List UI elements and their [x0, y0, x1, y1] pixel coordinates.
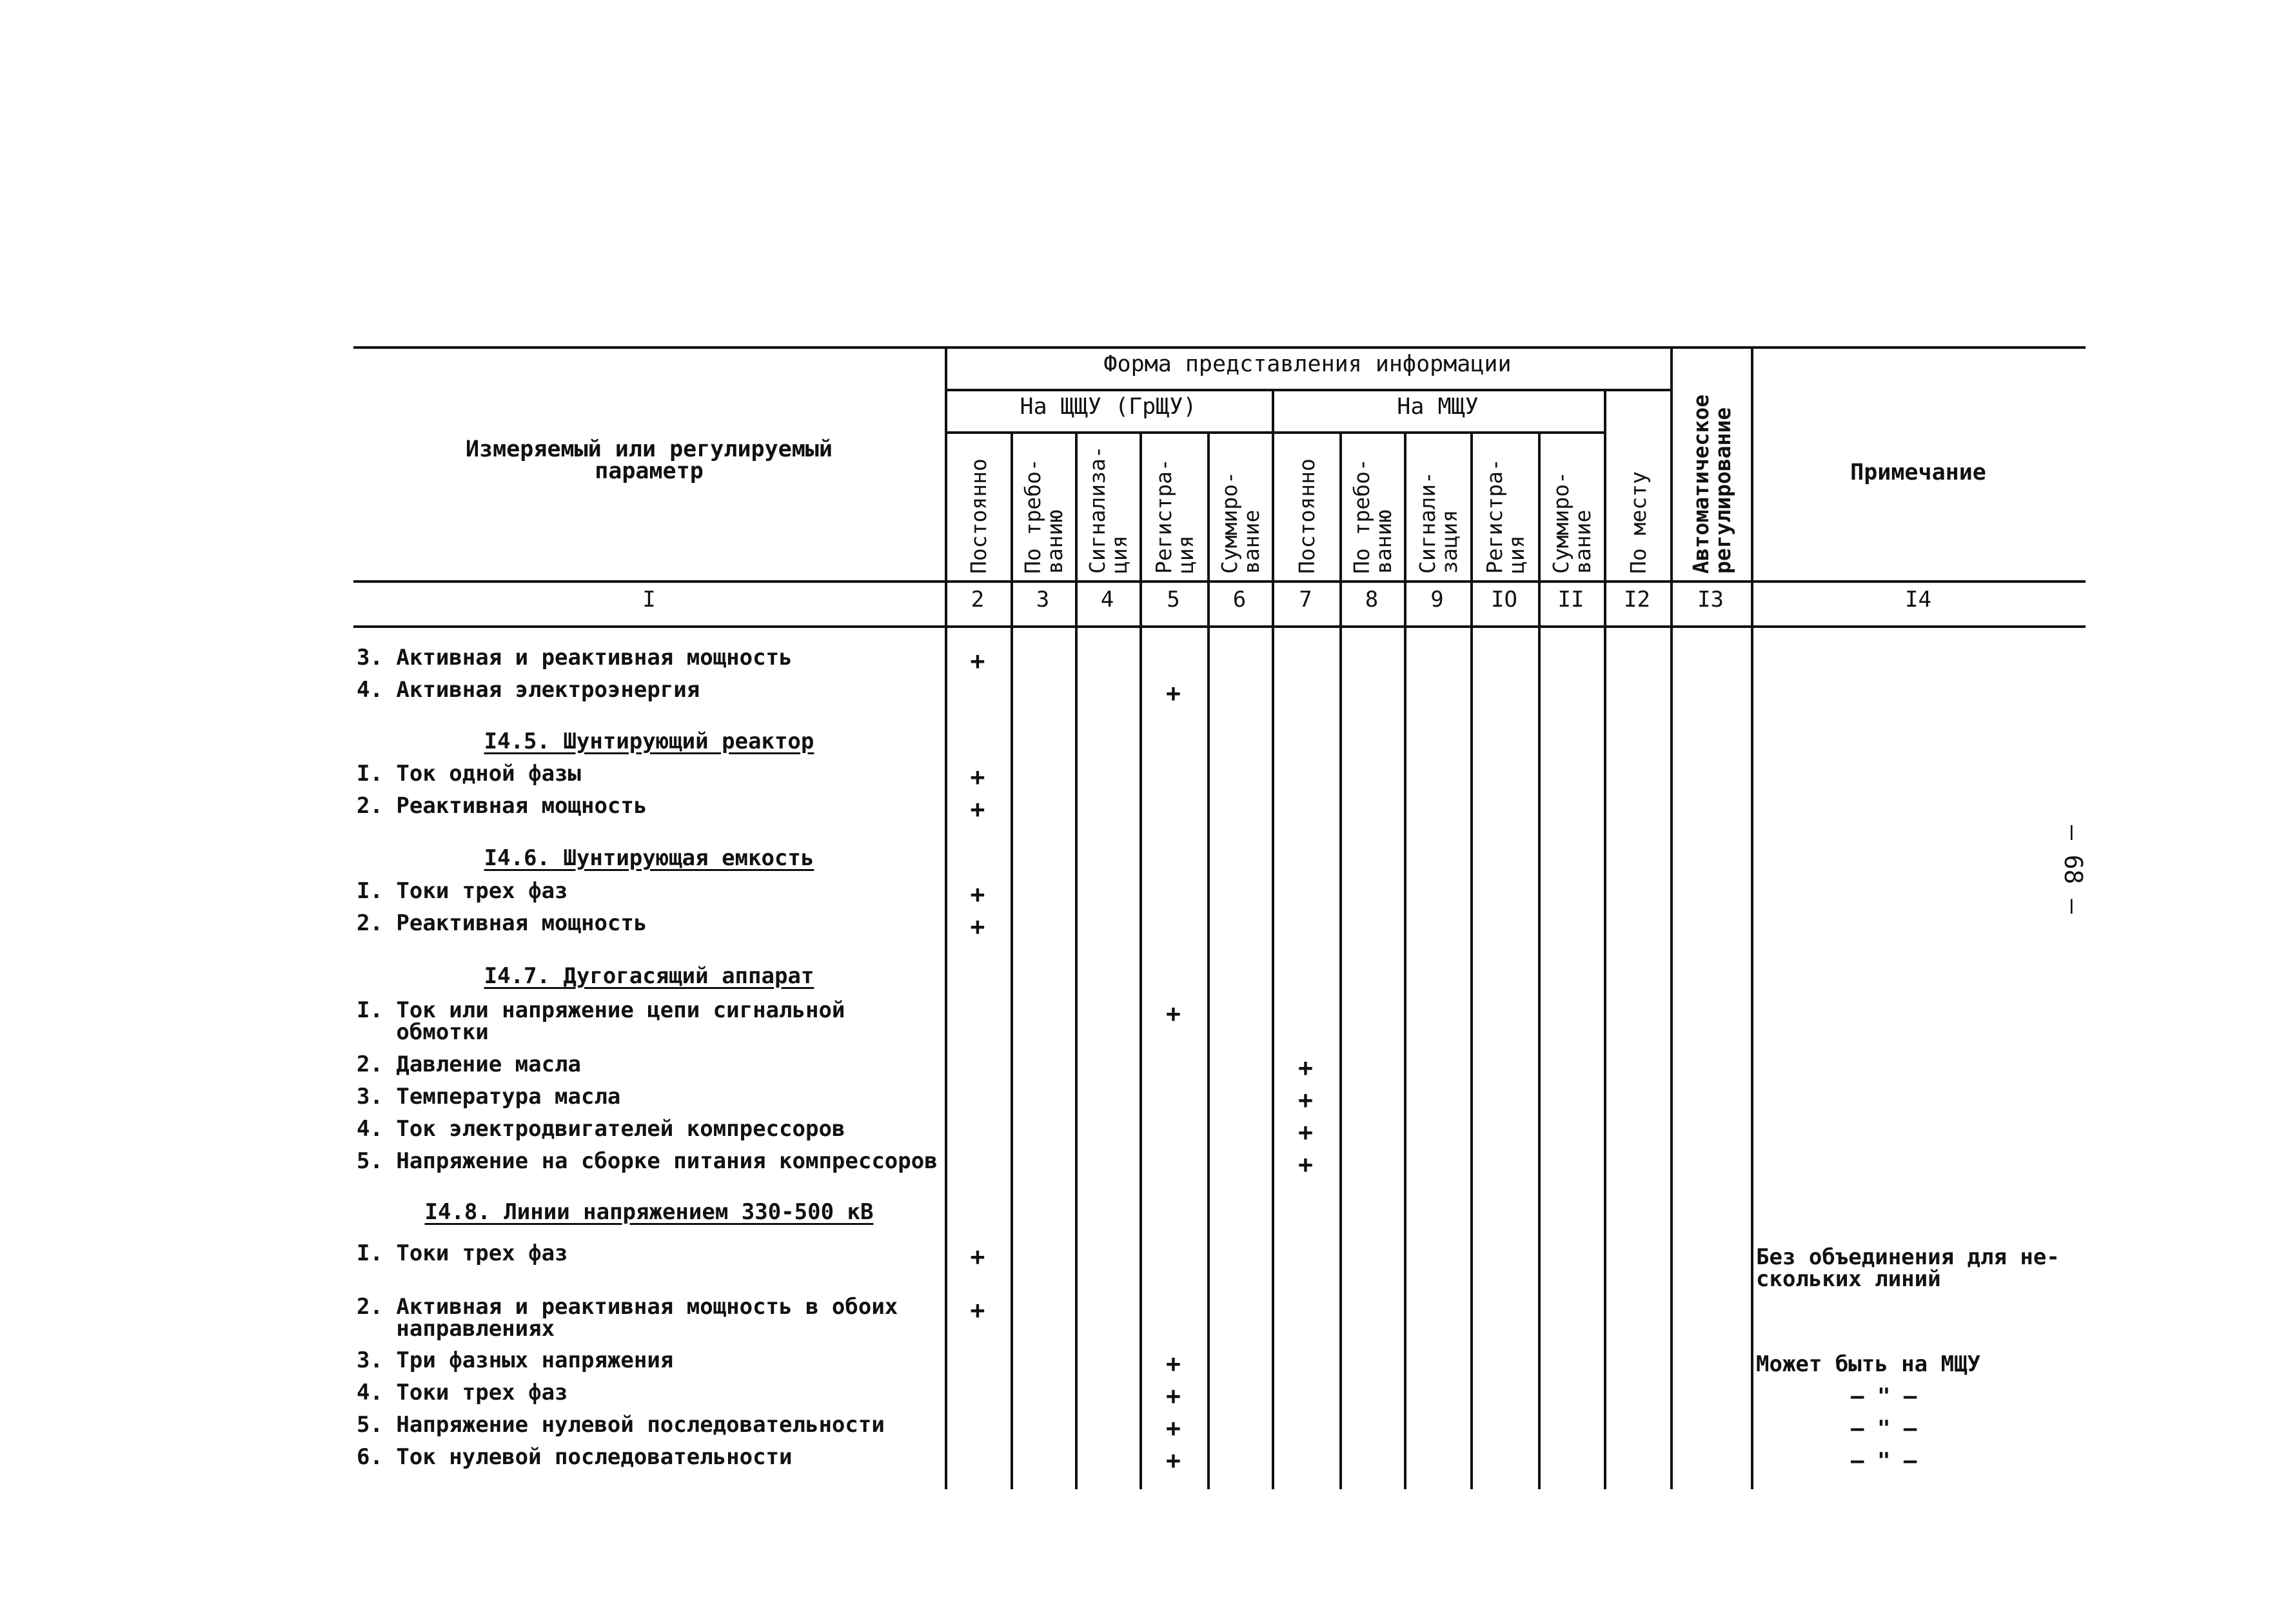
subgroup-shchu-header: На ЩЩУ (ГрЩУ): [1020, 394, 1197, 420]
row-mark-col-3: +: [970, 912, 985, 941]
row-mark-col-8: +: [1298, 1086, 1313, 1114]
row-mark-col-3: +: [970, 795, 985, 823]
row-label: 4. Токи трех фаз: [357, 1380, 568, 1405]
param-header: Измеряемый или регулируемый параметр: [466, 436, 833, 484]
row-mark-col-6: +: [1166, 1446, 1181, 1474]
header-col_8-text: Постоянно: [1294, 458, 1319, 574]
header-col_13-text: По месту: [1625, 471, 1651, 574]
row-note: – " –: [1851, 1448, 1917, 1474]
subgroup-mshu-rule: [1272, 431, 1604, 434]
row-mark-col-6: +: [1166, 999, 1181, 1028]
row-note: – " –: [1851, 1384, 1917, 1409]
row-label: I. Токи трех фаз: [357, 1240, 568, 1266]
group-title-header: Форма представления информации: [1103, 351, 1512, 377]
subgroup-mshu-header: На МЩУ: [1397, 394, 1479, 420]
column-number-7: 7: [1299, 587, 1312, 612]
column-number-13: I3: [1697, 587, 1724, 612]
column-number-8: 8: [1365, 587, 1379, 612]
row-label: I. Ток одной фазы: [357, 761, 581, 787]
header-col_10-text: Сигнали- зация: [1414, 471, 1462, 574]
row-mark-col-8: +: [1298, 1053, 1313, 1082]
header-col_3-text: Постоянно: [966, 458, 991, 574]
row-note: Может быть на МЩУ: [1756, 1351, 1980, 1377]
header-col_7-text: Суммиро- вание: [1217, 471, 1264, 574]
column-number-1: I: [642, 587, 656, 612]
header-col_9-text: По требо- ванию: [1349, 458, 1396, 574]
row-mark-col-3: +: [970, 1242, 985, 1271]
row-label: 2. Давление масла: [357, 1052, 581, 1077]
row-label: 2. Реактивная мощность: [357, 910, 647, 936]
row-label: I. Токи трех фаз: [357, 878, 568, 904]
note-header: Примечание: [1850, 460, 1986, 485]
column-number-14: I4: [1905, 587, 1931, 612]
row-label: 4. Активная электроэнергия: [357, 677, 700, 703]
row-mark-col-3: +: [970, 1296, 985, 1324]
column-number-10: IO: [1491, 587, 1517, 612]
row-mark-col-6: +: [1166, 679, 1181, 707]
row-label: 6. Ток нулевой последовательности: [357, 1444, 793, 1470]
section-title: I4.5. Шунтирующий реактор: [484, 729, 814, 754]
row-label: 3. Три фазных напряжения: [357, 1347, 674, 1373]
row-label: I. Ток или напряжение цепи сигнальной обмотки: [357, 997, 845, 1045]
header-col_5-text: Сигнализа- ция: [1085, 445, 1132, 574]
column-number-9: 9: [1430, 587, 1444, 612]
row-mark-col-8: +: [1298, 1150, 1313, 1179]
section-title: I4.8. Линии напряжением 330-500 кВ: [424, 1199, 874, 1225]
header-col_11-text: Регистра- ция: [1481, 458, 1529, 574]
row-mark-col-3: +: [970, 647, 985, 675]
row-note: Без объединения для не- скольких линий: [1756, 1244, 2060, 1292]
column-number-3: 3: [1036, 587, 1050, 612]
subgroup-shchu-rule: [945, 431, 1272, 434]
row-mark-col-3: +: [970, 763, 985, 791]
header-col_6-text: Регистра- ция: [1150, 458, 1198, 574]
row-mark-col-6: +: [1166, 1414, 1181, 1442]
column-number-5: 5: [1167, 587, 1180, 612]
col-divider-note: [1751, 346, 1753, 1489]
column-number-2: 2: [971, 587, 985, 612]
group-title-rule: [945, 389, 1670, 391]
row-note: – " –: [1851, 1416, 1917, 1442]
table-top-rule: [353, 346, 2086, 349]
header-col_14-text: Автоматическое регулирование: [1688, 394, 1735, 574]
header-col_12-text: Суммиро- вание: [1548, 471, 1595, 574]
header-col_4-text: По требо- ванию: [1020, 458, 1067, 574]
row-label: 2. Активная и реактивная мощность в обоих направлениях: [357, 1294, 898, 1342]
row-label: 3. Температура масла: [357, 1084, 621, 1110]
column-number-12: I2: [1624, 587, 1650, 612]
column-numbers-top-rule: [353, 580, 2086, 583]
column-number-6: 6: [1232, 587, 1247, 612]
column-numbers-bottom-rule: [353, 625, 2086, 628]
col-divider-auto: [1670, 346, 1673, 1489]
row-label: 2. Реактивная мощность: [357, 793, 647, 819]
row-label: 4. Ток электродвигателей компрессоров: [357, 1116, 845, 1142]
section-title: I4.7. Дугогасящий аппарат: [484, 963, 814, 989]
row-mark-col-8: +: [1298, 1118, 1313, 1146]
page-number-text: – 68 –: [2059, 825, 2087, 914]
row-label: 5. Напряжение нулевой последовательности: [357, 1412, 885, 1438]
row-label: 5. Напряжение на сборке питания компрессоров: [357, 1148, 938, 1174]
col-divider-mshu-local: [1604, 389, 1606, 1489]
col-divider-shchu-mshu: [1272, 389, 1274, 1489]
row-mark-col-6: +: [1166, 1382, 1181, 1410]
row-mark-col-6: +: [1166, 1349, 1181, 1378]
col-divider-param: [945, 346, 947, 1489]
section-title: I4.6. Шунтирующая емкость: [484, 845, 814, 871]
row-mark-col-3: +: [970, 880, 985, 908]
row-label: 3. Активная и реактивная мощность: [357, 645, 793, 670]
column-number-11: II: [1557, 587, 1584, 612]
column-number-4: 4: [1100, 587, 1114, 612]
